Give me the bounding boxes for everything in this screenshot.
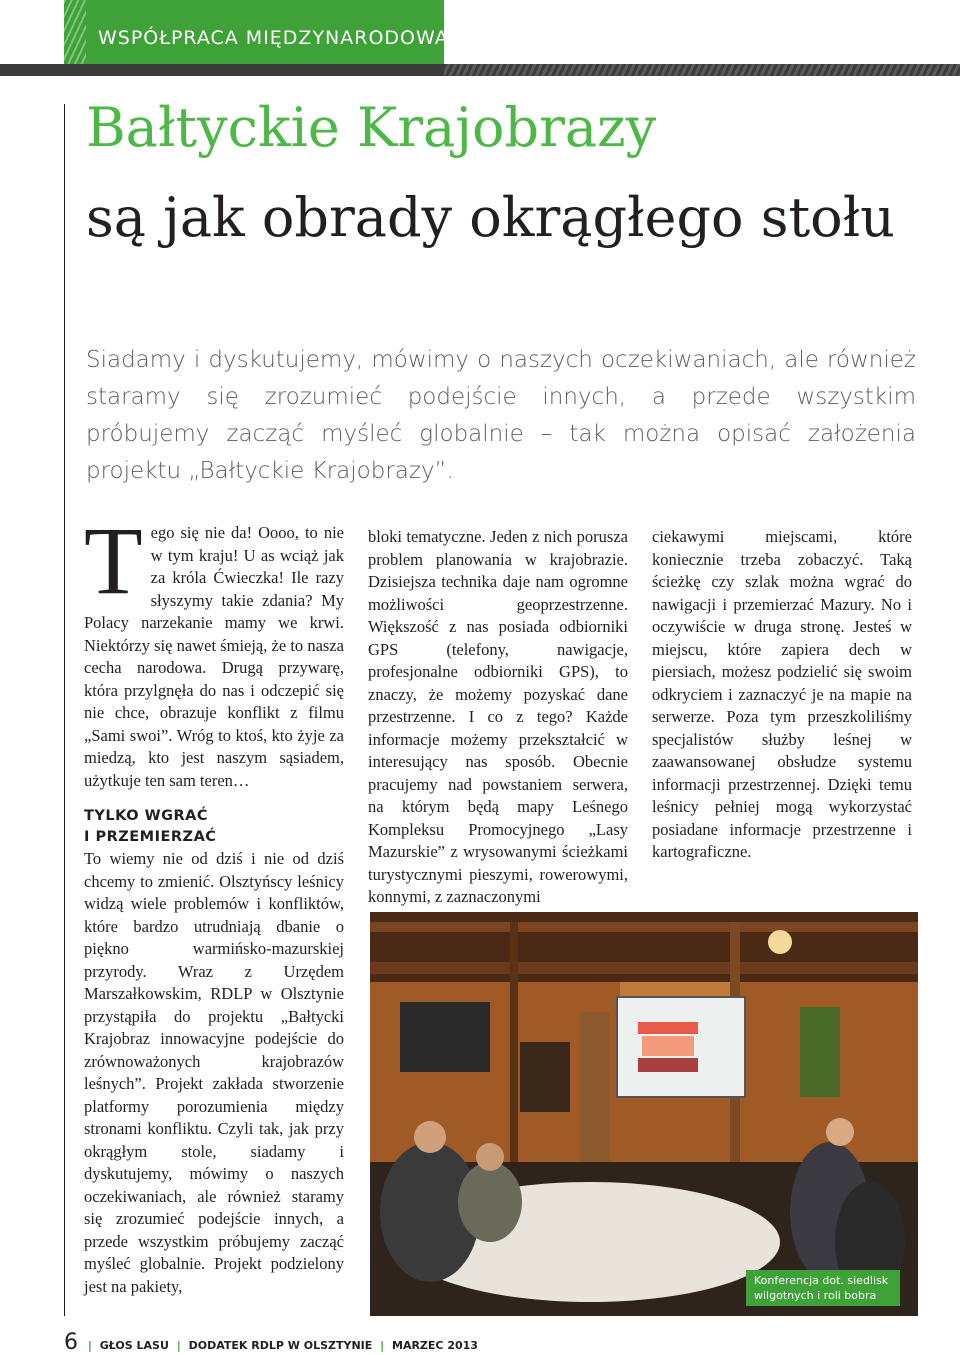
article-lead: Siadamy i dyskutujemy, mówimy o naszych oczekiwaniach, ale również staramy się zrozumieć podejście innych, a przede wszystkim próbujemy zacząć myśleć globalnie – tak można opisać założenia projektu „Bałtyckie Krajobrazy”. xyxy=(86,347,916,484)
section-label: WSPÓŁPRACA MIĘDZYNARODOWA xyxy=(98,27,449,49)
publication-name: GŁOS LASU xyxy=(99,1339,169,1352)
paragraph-2: To wiemy nie od dziś i nie od dziś chcemy to zmienić. Olsztyńscy leśnicy widzą wiele problemów i konfliktów, które bardzo utrudniają dbanie o piękno warmińsko-mazurskiej przyrody. Wraz z Urzędem Marszałkowskim, RDLP w Olsztynie przystąpiła do projektu „Bałtycki Krajobraz innowacyjne podejście do zrównoważonych krajobrazów leśnych”. Projekt zakłada stworzenie platformy porozumienia między stronami konfliktu. Czyli tak, jak przy okrągłym stole, siadamy i dyskutujemy, mówimy o naszych oczekiwaniach, ale również staramy się zrozumieć podejście innych, a przede wszystkim próbujemy zacząć myśleć globalnie. Projekt podzielony jest na pakiety, xyxy=(84,849,344,1296)
conference-photo xyxy=(370,912,918,1316)
photo-caption: Konferencja dot. siedlisk wilgotnych i roli bobra xyxy=(746,1270,900,1306)
column-2 xyxy=(368,526,628,909)
supplement-name: DODATEK RDLP W OLSZTYNIE xyxy=(188,1339,373,1352)
footer-separator: | xyxy=(176,1339,181,1352)
drop-cap: T xyxy=(84,507,143,614)
column-3 xyxy=(652,526,912,864)
section-band xyxy=(64,0,449,64)
subheading xyxy=(84,806,344,848)
header-rule xyxy=(0,64,960,76)
article-title-dark: są jak obrady okrągłego stołu xyxy=(86,186,895,249)
article-title-green: Bałtyckie Krajobrazy xyxy=(86,96,657,159)
header-rule-hatch xyxy=(444,64,960,76)
column-3-text: ciekawymi miejscami, które koniecznie trzeba zobaczyć. Taką ścieżkę czy szlak można wgrać do nawigacji i przemierzać Mazury. No i oczywiście w druga stronę. Jesteś w miejscu, które zapiera dech w piersiach, możesz podzielić się swoim odkryciem i zaznaczyć je na mapie na serwerze. Poza tym przeszkoliliśmy specjalistów służby leśnej w zaawansowanej obsłudze systemu informacji przestrzennej. Dzięki temu leśnicy pełniej mogą wykorzystać posiadane informacje przestrzenne i kartograficzne. xyxy=(652,527,912,861)
page-footer xyxy=(64,1330,478,1355)
band-hatch xyxy=(64,0,86,64)
issue-date: MARZEC 2013 xyxy=(392,1339,478,1352)
column-2-text: bloki tematyczne. Jeden z nich porusza problem planowania w krajobrazie. Dzisiejsza technika daje nam ogromne możliwości geoprzestrzenne. Większość z nas posiada odbiorniki GPS (telefony, nawigacje, profesjonalne odbiorniki GPS), to znaczy, że możemy pozyskać dane przestrzenne. I co z tego? Każde informacje możemy przekształcić w interesujący nas sposób. Obecnie pracujemy nad powstaniem serwera, na którym będą mapy Leśnego Kompleksu Promocyjnego „Lasy Mazurskie” z wrysowanymi ścieżkami turystycznymi pieszymi, rowerowymi, konnymi, z zaznaczonymi xyxy=(368,527,628,906)
margin-rule xyxy=(64,104,65,1316)
paragraph-1: ego się nie da! Oooo, to nie w tym kraju! U as wciąż jak za króla Ćwieczka! Ile razy słyszymy takie zdania? My Polacy narzekanie mamy we krwi. Niektórzy się nawet śmieją, że to nasza cecha narodowa. Drugą przywarę, która przylgnęła do nas i odczepić się nie chce, obrazuje konflikt z filmu „Sami swoi”. Wróg to ktoś, kto żyje za miedzą, kto jest naszym sąsiadem, użytkuje ten sam teren… xyxy=(84,523,344,790)
subheading-line-2: I PRZEMIERZAĆ xyxy=(84,829,217,845)
subheading-line-1: TYLKO WGRAĆ xyxy=(84,808,209,824)
column-1 xyxy=(84,507,344,1298)
footer-separator: | xyxy=(380,1339,385,1352)
page-number: 6 xyxy=(64,1330,78,1355)
conference-photo-illustration xyxy=(370,912,918,1316)
footer-separator: | xyxy=(87,1339,92,1352)
